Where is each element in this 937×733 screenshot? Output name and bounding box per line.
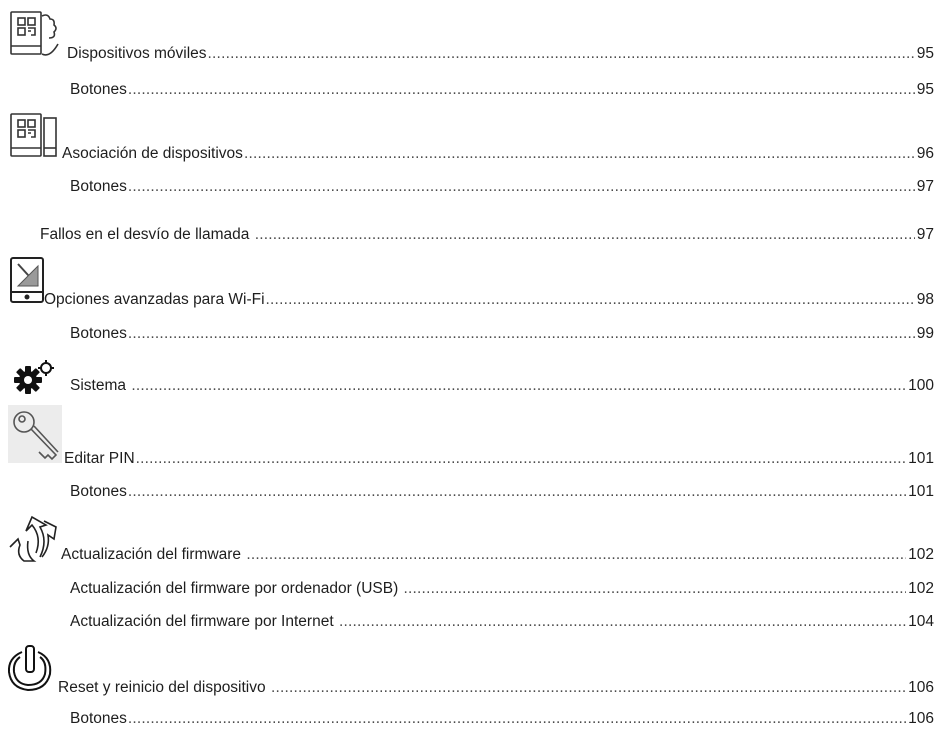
toc-entry-page: 104 (908, 613, 934, 630)
dot-leader (271, 679, 906, 697)
toc-entry-page: 102 (908, 580, 934, 597)
toc-entry-page: 101 (908, 450, 934, 467)
toc-entry-page: 106 (908, 710, 934, 727)
toc-entry-page: 98 (916, 291, 934, 308)
dot-leader (128, 483, 906, 501)
key-icon (8, 405, 62, 463)
toc-entry-page: 97 (916, 178, 934, 195)
toc-entry-label: Botones (70, 81, 127, 98)
dot-leader (128, 81, 915, 99)
dot-leader (255, 226, 915, 244)
toc-entry (70, 710, 934, 728)
toc-entry-label: Botones (70, 178, 127, 195)
toc-entry-label: Botones (70, 483, 127, 500)
toc-entry-label: Sistema (70, 377, 131, 394)
power-icon (6, 644, 56, 694)
toc-entry (40, 226, 934, 244)
toc-entry-page: 97 (916, 226, 934, 243)
dot-leader (136, 450, 906, 468)
toc-entry-label: Botones (70, 710, 127, 727)
toc-entry-page: 100 (908, 377, 934, 394)
toc-entry (58, 679, 934, 697)
toc-entry-page: 96 (916, 145, 934, 162)
dot-leader (131, 377, 906, 395)
toc-entry-label: Dispositivos móviles (67, 45, 207, 62)
toc-entry-label: Asociación de dispositivos (62, 145, 243, 162)
toc-entry-page: 99 (916, 325, 934, 342)
toc-entry-label: Actualización del firmware por Internet (70, 613, 338, 630)
device-pairing-icon (8, 112, 64, 158)
toc-entry (70, 613, 934, 631)
toc-entry-label: Fallos en el desvío de llamada (40, 226, 254, 243)
dot-leader (128, 710, 906, 728)
dot-leader (404, 580, 907, 598)
mobile-devices-icon (8, 10, 68, 60)
toc-entry (62, 145, 934, 163)
toc-entry (70, 377, 934, 395)
toc-entry (70, 483, 934, 501)
toc-entry (44, 291, 934, 309)
dot-leader (208, 45, 915, 63)
wifi-advanced-icon (8, 256, 48, 306)
toc-entry-page: 106 (908, 679, 934, 696)
dot-leader (128, 325, 915, 343)
dot-leader (244, 145, 915, 163)
toc-entry (70, 178, 934, 196)
gears-icon (14, 360, 62, 394)
toc-entry-page: 95 (916, 81, 934, 98)
toc-entry-label: Opciones avanzadas para Wi-Fi (44, 291, 265, 308)
toc-entry (70, 81, 934, 99)
toc-entry-page: 95 (916, 45, 934, 62)
update-arrows-icon (6, 517, 66, 565)
dot-leader (339, 613, 906, 631)
toc-entry-label: Editar PIN (64, 450, 135, 467)
toc-entry (61, 546, 934, 564)
dot-leader (128, 178, 915, 196)
toc-entry-label: Reset y reinicio del dispositivo (58, 679, 270, 696)
toc-entry (70, 580, 934, 598)
toc-entry (64, 450, 934, 468)
toc-entry-label: Actualización del firmware (61, 546, 246, 563)
toc-entry (67, 45, 934, 63)
toc-entry-page: 101 (908, 483, 934, 500)
toc-entry-page: 102 (908, 546, 934, 563)
dot-leader (266, 291, 915, 309)
toc-entry-label: Actualización del firmware por ordenador (USB) (70, 580, 403, 597)
dot-leader (246, 546, 906, 564)
toc-entry-label: Botones (70, 325, 127, 342)
toc-entry (70, 325, 934, 343)
